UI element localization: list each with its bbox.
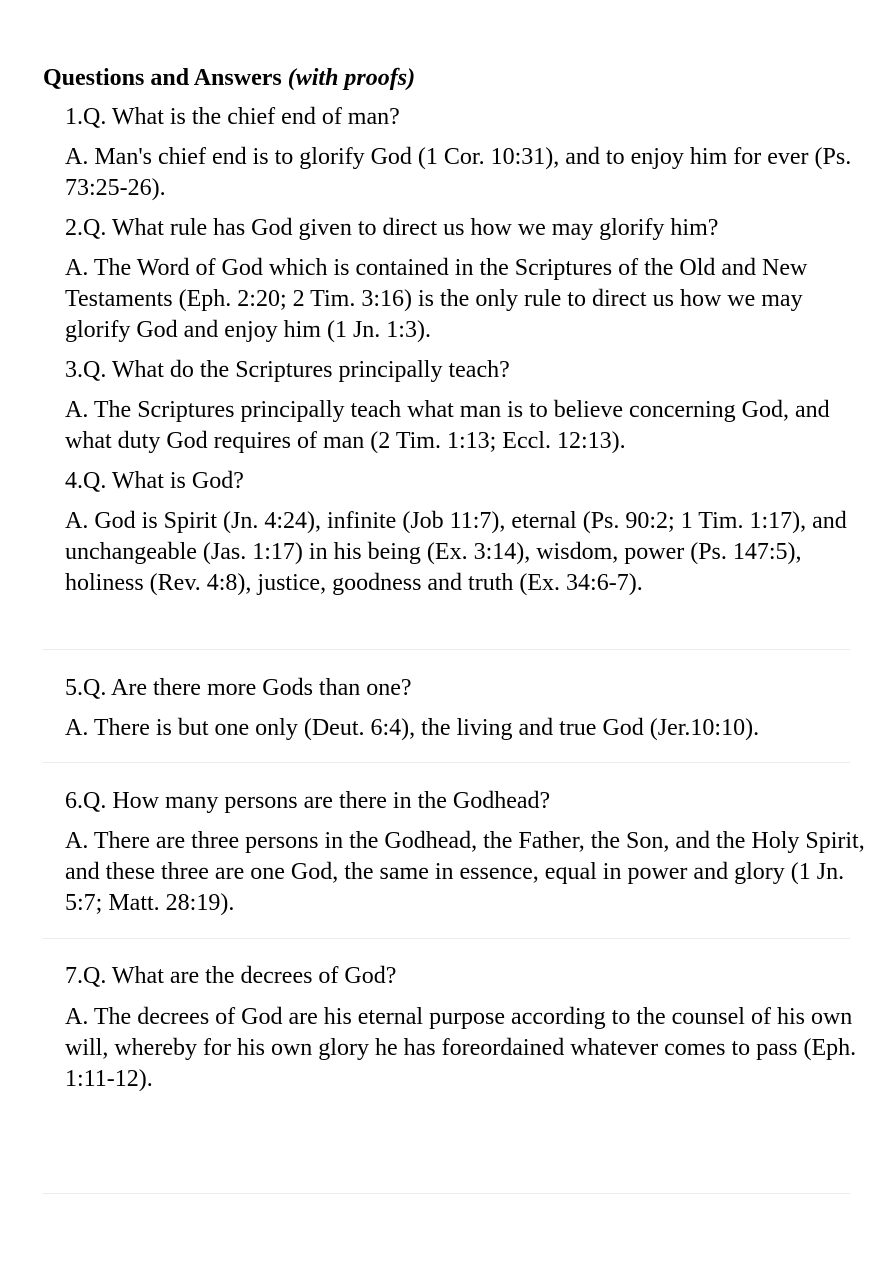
question-1: 1.Q. What is the chief end of man?: [65, 104, 400, 130]
answer-6: A. There are three persons in the Godhead, the Father, the Son, and the Holy Spirit, and these three are one God, the same in essence, equal in power and glory (1 Jn. 5:7; Matt. 28:19).: [65, 828, 865, 916]
question-2: 2.Q. What rule has God given to direct us how we may glorify him?: [65, 215, 719, 241]
question-5: 5.Q. Are there more Gods than one?: [65, 675, 412, 701]
question-3: 3.Q. What do the Scriptures principally teach?: [65, 357, 510, 383]
page-title: [43, 63, 415, 93]
answer-4: A. God is Spirit (Jn. 4:24), infinite (Job 11:7), eternal (Ps. 90:2; 1 Tim. 1:17), and unchangeable (Jas. 1:17) in his being (Ex. 3:14), wisdom, power (Ps. 147:5), holiness (Rev. 4:8), justice, goodness and truth (Ex. 34:6-7).: [65, 508, 847, 596]
section-divider: [43, 649, 850, 650]
title-text: Questions and Answers: [43, 65, 282, 91]
section-divider: [43, 762, 850, 763]
answer-2: A. The Word of God which is contained in the Scriptures of the Old and New Testaments (Eph. 2:20; 2 Tim. 3:16) is the only rule to direct us how we may glorify God and enjoy him (1 Jn. 1:3).: [65, 255, 808, 343]
question-7: 7.Q. What are the decrees of God?: [65, 963, 397, 989]
question-4: 4.Q. What is God?: [65, 468, 244, 494]
title-subtitle: (with proofs): [287, 65, 416, 91]
section-divider: [43, 1193, 850, 1194]
section-divider: [43, 938, 850, 939]
answer-5: A. There is but one only (Deut. 6:4), the living and true God (Jer.10:10).: [65, 715, 760, 741]
answer-1: A. Man's chief end is to glorify God (1 Cor. 10:31), and to enjoy him for ever (Ps. 73:25-26).: [65, 144, 852, 201]
answer-3: A. The Scriptures principally teach what man is to believe concerning God, and what duty God requires of man (2 Tim. 1:13; Eccl. 12:13).: [65, 397, 830, 454]
question-6: 6.Q. How many persons are there in the Godhead?: [65, 788, 551, 814]
answer-7: A. The decrees of God are his eternal purpose according to the counsel of his own will, whereby for his own glory he has foreordained whatever comes to pass (Eph. 1:11-12).: [65, 1004, 857, 1092]
